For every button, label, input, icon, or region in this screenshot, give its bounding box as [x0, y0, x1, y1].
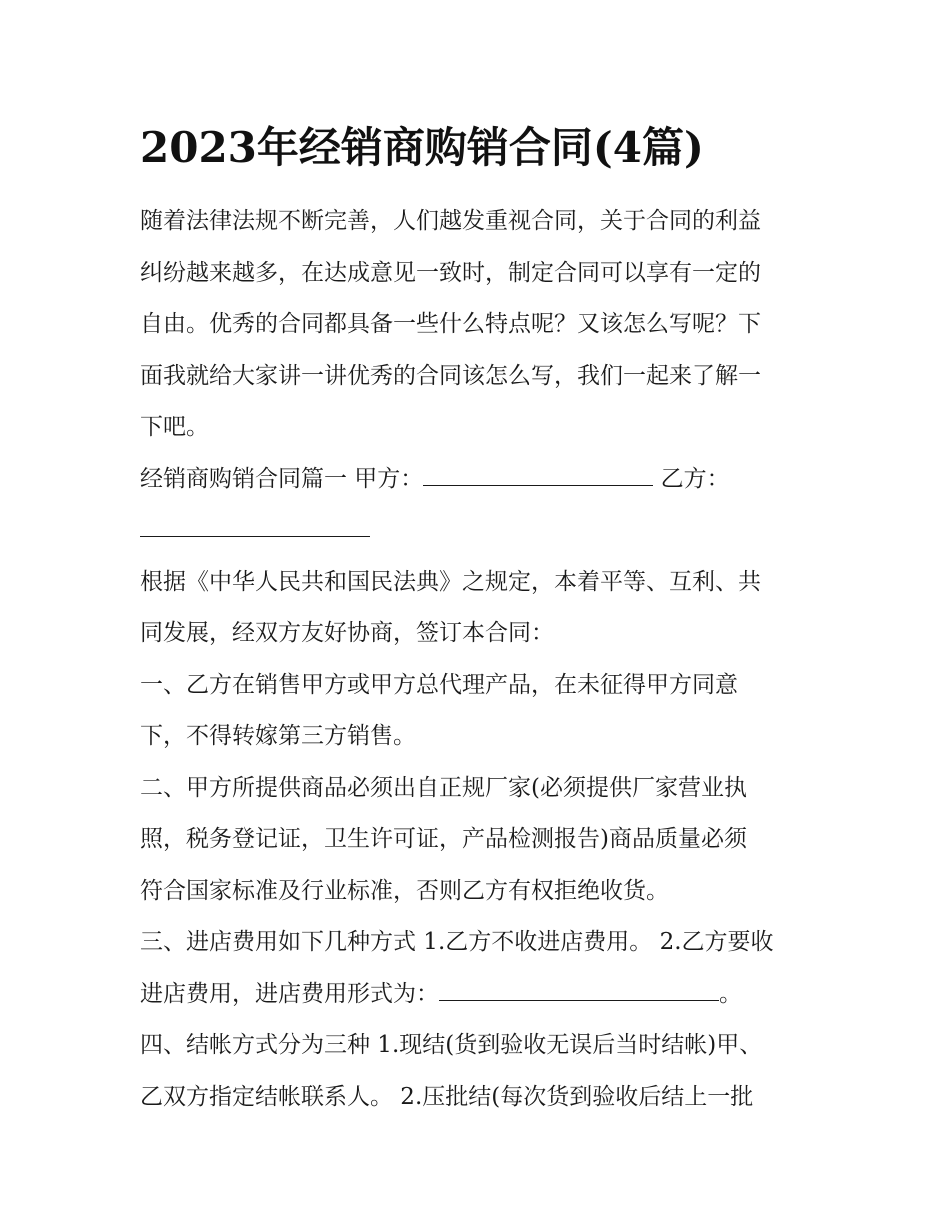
paragraph-line: 自由。优秀的合同都具备一些什么特点呢？又该怎么写呢？下 — [140, 311, 761, 337]
party-a-label: 经销商购销合同篇一 甲方： — [140, 465, 424, 492]
paragraph-line: 符合国家标准及行业标准，否则乙方有权拒绝收货。 — [140, 877, 669, 904]
party-b-blank — [140, 514, 370, 537]
paragraph-line: 下，不得转嫁第三方销售。 — [140, 723, 416, 749]
paragraph-line: 下吧。 — [140, 414, 209, 440]
document-body — [140, 196, 820, 1123]
paragraph-line: 三、进店费用如下几种方式 1.乙方不收进店费用。 2.乙方要收 — [140, 929, 774, 955]
party-line — [140, 454, 820, 506]
paragraph-line: 照，税务登记证，卫生许可证，产品检测报告)商品质量必须 — [140, 826, 747, 852]
paragraph-line: 四、结帐方式分为三种 1.现结(货到验收无误后当时结帐)甲、 — [140, 1032, 763, 1058]
paragraph-line: 一、乙方在销售甲方或甲方总代理产品，在未征得甲方同意 — [140, 671, 738, 698]
party-a-blank — [423, 463, 653, 486]
fee-form-line — [140, 969, 820, 1021]
paragraph-line: 乙双方指定结帐联系人。 2.压批结(每次货到验收后结上一批 — [140, 1083, 754, 1110]
paragraph-line: 同发展，经双方友好协商，签订本合同： — [140, 620, 554, 646]
paragraph-line: 二、甲方所提供商品必须出自正规厂家(必须提供厂家营业执 — [140, 774, 747, 801]
fee-form-end: 。 — [719, 980, 742, 1007]
paragraph-line: 面我就给大家讲一讲优秀的合同该怎么写，我们一起来了解一 — [140, 362, 761, 389]
document-title: 2023年经销商购销合同(4篇) — [140, 123, 704, 172]
party-b-label: 乙方： — [660, 465, 730, 492]
paragraph-line: 随着法律法规不断完善，人们越发重视合同，关于合同的利益 — [140, 208, 761, 234]
paragraph-line: 纠纷越来越多，在达成意见一致时，制定合同可以享有一定的 — [140, 259, 761, 286]
party-b-blank-line — [140, 505, 820, 557]
fee-form-blank — [439, 978, 719, 1001]
paragraph-line: 根据《中华人民共和国民法典》之规定，本着平等、互利、共 — [140, 568, 761, 595]
fee-form-label: 进店费用，进店费用形式为： — [140, 980, 439, 1007]
